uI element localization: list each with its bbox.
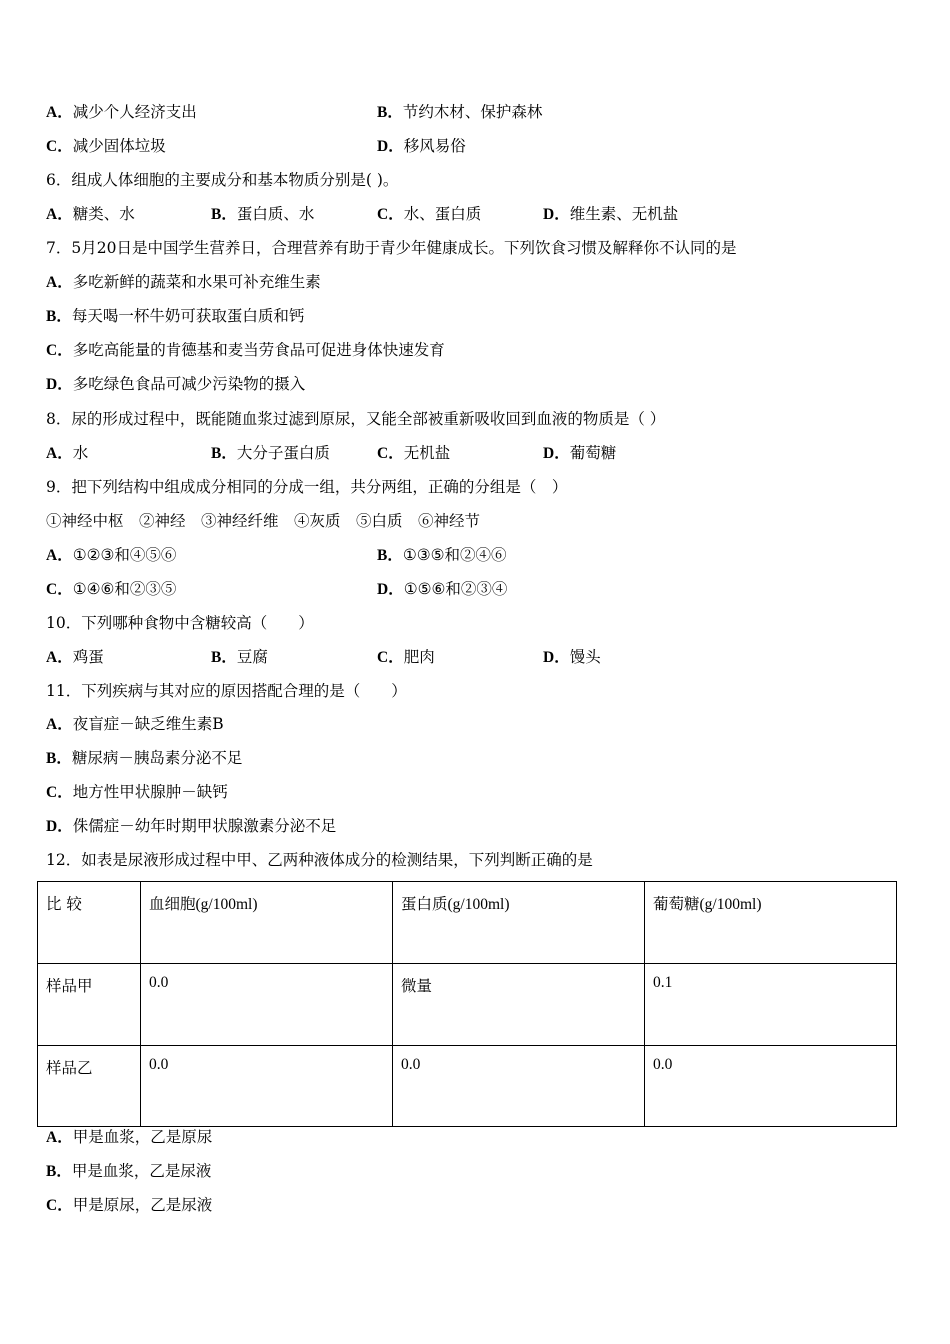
q12-table xyxy=(37,881,897,1127)
table-cell: 0.0 xyxy=(393,1046,645,1127)
table-cell: 0.0 xyxy=(141,964,393,1046)
q8-option-a: A．水 xyxy=(46,444,89,462)
q12-option-c: C．甲是原尿，乙是尿液 xyxy=(46,1196,213,1214)
q9-option-d: D．①⑤⑥和②③④ xyxy=(377,580,508,598)
q10-option-d: D．馒头 xyxy=(543,648,601,666)
q10-option-a: A．鸡蛋 xyxy=(46,648,104,666)
q9-stem: 9．把下列结构中组成成分相同的分成一组，共分两组，正确的分组是（ ） xyxy=(46,478,568,496)
q7-option-d: D．多吃绿色食品可减少污染物的摄入 xyxy=(46,375,306,393)
table-header-row xyxy=(38,882,897,964)
q9-option-c: C．①④⑥和②③⑤ xyxy=(46,580,177,598)
table-cell: 样品乙 xyxy=(38,1046,141,1127)
q12-option-b: B．甲是血浆，乙是尿液 xyxy=(46,1162,212,1180)
q9-items: ①神经中枢 ②神经 ③神经纤维 ④灰质 ⑤白质 ⑥神经节 xyxy=(46,512,481,530)
q12-stem: 12．如表是尿液形成过程中甲、乙两种液体成分的检测结果，下列判断正确的是 xyxy=(46,851,593,869)
table-cell: 样品甲 xyxy=(38,964,141,1046)
q10-option-b: B．豆腐 xyxy=(211,648,268,666)
table-cell: 0.1 xyxy=(645,964,897,1046)
q7-option-b: B．每天喝一杯牛奶可获取蛋白质和钙 xyxy=(46,307,305,325)
table-row xyxy=(38,964,897,1046)
table-header-cell: 比 较 xyxy=(38,882,141,964)
q6-option-d: D．维生素、无机盐 xyxy=(543,205,679,223)
q5-option-c: C．减少固体垃圾 xyxy=(46,137,166,155)
q6-stem: 6．组成人体细胞的主要成分和基本物质分别是( )。 xyxy=(46,171,399,189)
q7-option-c: C．多吃高能量的肯德基和麦当劳食品可促进身体快速发育 xyxy=(46,341,445,359)
q11-stem: 11．下列疾病与其对应的原因搭配合理的是（ ） xyxy=(46,682,407,700)
q8-option-c: C．无机盐 xyxy=(377,444,451,462)
q7-option-a: A．多吃新鲜的蔬菜和水果可补充维生素 xyxy=(46,273,321,291)
q6-option-a: A．糖类、水 xyxy=(46,205,135,223)
table-cell: 0.0 xyxy=(645,1046,897,1127)
q7-stem: 7．5月20日是中国学生营养日，合理营养有助于青少年健康成长。下列饮食习惯及解释你不认同的是 xyxy=(46,239,737,257)
q5-option-d: D．移风易俗 xyxy=(377,137,466,155)
q9-option-b: B．①③⑤和②④⑥ xyxy=(377,546,507,564)
q11-option-d: D．侏儒症－幼年时期甲状腺激素分泌不足 xyxy=(46,817,337,835)
table-header-cell: 蛋白质(g/100ml) xyxy=(393,882,645,964)
q6-option-b: B．蛋白质、水 xyxy=(211,205,315,223)
q5-option-b: B．节约木材、保护森林 xyxy=(377,103,543,121)
q10-option-c: C．肥肉 xyxy=(377,648,435,666)
table-header-cell: 血细胞(g/100ml) xyxy=(141,882,393,964)
q5-option-a: A．减少个人经济支出 xyxy=(46,103,197,121)
q8-stem: 8．尿的形成过程中，既能随血浆过滤到原尿，又能全部被重新吸收回到血液的物质是（ ） xyxy=(46,410,666,428)
q8-option-b: B．大分子蛋白质 xyxy=(211,444,330,462)
q11-option-c: C．地方性甲状腺肿－缺钙 xyxy=(46,783,228,801)
q12-option-a: A．甲是血浆，乙是原尿 xyxy=(46,1128,213,1146)
q6-option-c: C．水、蛋白质 xyxy=(377,205,482,223)
q11-option-b: B．糖尿病－胰岛素分泌不足 xyxy=(46,749,243,767)
q10-stem: 10．下列哪种食物中含糖较高（ ） xyxy=(46,614,314,632)
table-cell: 微量 xyxy=(393,964,645,1046)
q8-option-d: D．葡萄糖 xyxy=(543,444,617,462)
q11-option-a: A．夜盲症－缺乏维生素B xyxy=(46,715,224,733)
table-cell: 0.0 xyxy=(141,1046,393,1127)
q9-option-a: A．①②③和④⑤⑥ xyxy=(46,546,177,564)
table-header-cell: 葡萄糖(g/100ml) xyxy=(645,882,897,964)
table-row xyxy=(38,1046,897,1127)
